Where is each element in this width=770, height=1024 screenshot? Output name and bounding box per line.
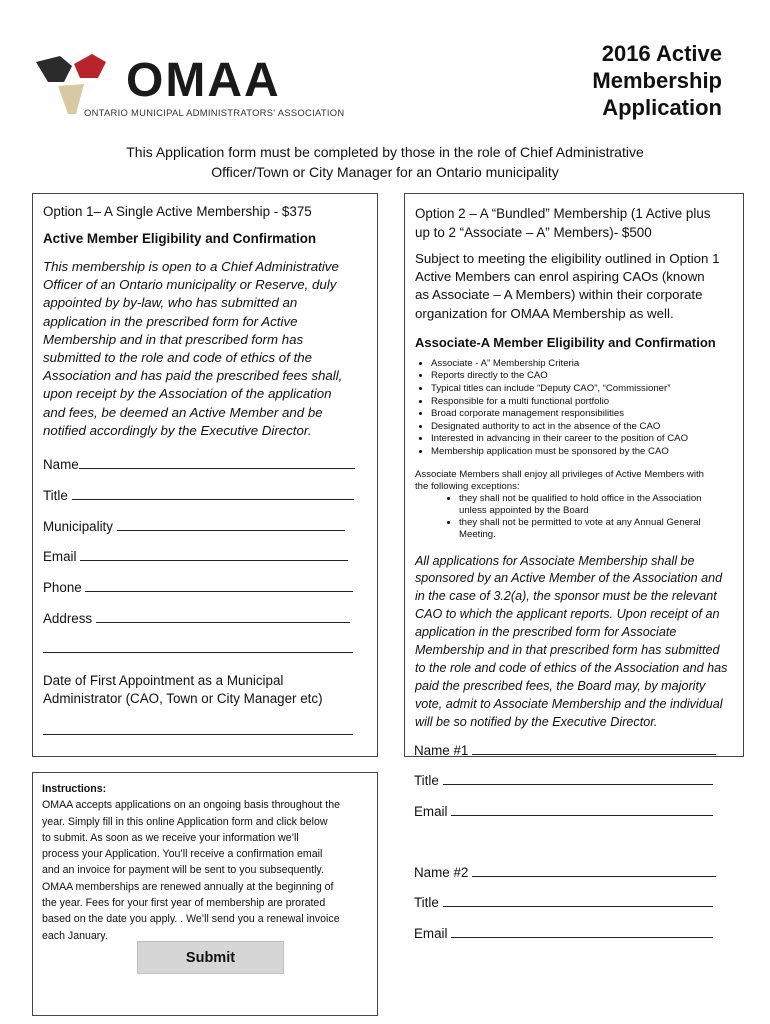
associate2-title-label: Title xyxy=(414,895,439,910)
text-line: and an invoice for payment will be sent to you subsequently. xyxy=(42,864,324,877)
text-line: notified accordingly by the Executive Director. xyxy=(43,422,312,438)
address-field[interactable] xyxy=(43,610,369,626)
list-item xyxy=(459,517,737,541)
name-field[interactable] xyxy=(43,456,369,472)
text-line: Membership and in that prescribed form has xyxy=(43,331,304,347)
instructions-text xyxy=(42,797,372,944)
text-line: CAO to which the applicant reports. Upon receipt of an xyxy=(415,607,720,622)
text-line: Option 2 – A “Bundled” Membership (1 Active plus xyxy=(415,206,711,221)
text-line: This membership is open to a Chief Administrative xyxy=(43,259,339,274)
text-line: • they shall not be qualified to hold office in the Association xyxy=(459,492,702,504)
appointment-label: Date of First Appointment as a Municipal xyxy=(43,673,284,688)
title-label: Title xyxy=(43,488,68,503)
associate2-name-input-line[interactable] xyxy=(472,864,716,877)
text-line: All applications for Associate Membership shall be xyxy=(415,553,695,568)
name-input-line[interactable] xyxy=(79,456,355,469)
option2-subject xyxy=(415,250,737,323)
option2-panel xyxy=(404,193,744,757)
address-line2-input-line[interactable] xyxy=(43,640,353,653)
title-line: 2016 Active xyxy=(601,41,722,66)
list-item: • Responsible for a multi functional portfolio xyxy=(431,396,737,409)
intro-text xyxy=(60,142,710,182)
submit-button[interactable]: Submit xyxy=(137,941,284,974)
instructions-panel xyxy=(32,772,378,1016)
text-line: unless appointed by the Board xyxy=(459,504,589,516)
active-eligibility-title: Active Member Eligibility and Confirmation xyxy=(43,231,317,246)
text-line: Officer of an Ontario municipality or Reserve, duly xyxy=(43,277,337,293)
text-line: OMAA memberships are renewed annually at the beginning of xyxy=(42,880,334,893)
text-line: OMAA accepts applications on an ongoing basis throughout the xyxy=(42,799,341,812)
text-line: and fees, be deemed an Active Member and be xyxy=(43,404,323,420)
logo-text: OMAA xyxy=(126,54,281,107)
associate2-email-input-line[interactable] xyxy=(451,925,713,938)
title-input-line[interactable] xyxy=(72,487,354,500)
intro-line: Officer/Town or City Manager for an Ontario municipality xyxy=(211,164,559,180)
text-line: paid the prescribed fees, the Board may, by majority xyxy=(415,678,706,693)
phone-input-line[interactable] xyxy=(85,579,353,592)
associate1-title-field[interactable] xyxy=(414,772,744,788)
address-line2-field[interactable] xyxy=(43,640,369,656)
municipality-field[interactable] xyxy=(43,518,369,534)
associate1-name-input-line[interactable] xyxy=(472,742,716,755)
address-label: Address xyxy=(43,611,93,626)
text-line: Active Members can enrol aspiring CAOs (known xyxy=(415,269,705,285)
list-item: • Reports directly to the CAO xyxy=(431,370,737,383)
title-field[interactable] xyxy=(43,487,369,503)
text-line: application in the prescribed form for Associate xyxy=(415,625,677,640)
list-item: • Membership application must be sponsored by the CAO xyxy=(431,446,737,459)
associate2-email-label: Email xyxy=(414,926,448,941)
municipality-label: Municipality xyxy=(43,519,113,534)
associate1-email-input-line[interactable] xyxy=(451,803,713,816)
privileges-text xyxy=(415,469,737,493)
text-line: submitted to the role and code of ethics of the xyxy=(43,350,313,366)
text-line: the following exceptions: xyxy=(415,480,520,492)
text-line: Membership and in that prescribed form has submitted xyxy=(415,643,720,658)
address-input-line[interactable] xyxy=(96,610,350,623)
text-line: in the case of 3.2(a), the sponsor must be the relevant xyxy=(415,589,717,604)
list-item: • Typical titles can include “Deputy CAO”, “Commissioner” xyxy=(431,383,737,396)
text-line: appointed by by-law, who has submitted an xyxy=(43,295,298,311)
text-line: vote, admit to Associate Membership and the individual xyxy=(415,696,723,711)
text-line: based on the date you apply. . We’ll send you a renewal invoice xyxy=(42,913,340,926)
associate2-email-field[interactable] xyxy=(414,925,744,941)
instructions-title: Instructions: xyxy=(42,783,107,795)
associate1-email-field[interactable] xyxy=(414,803,744,819)
appointment-date-field[interactable] xyxy=(43,722,369,738)
text-line: as Associate – A Members) within their corporate xyxy=(415,287,703,303)
associate1-name-label: Name #1 xyxy=(414,743,469,758)
text-line: process your Application. You’ll receive a confirmation email xyxy=(42,848,323,861)
text-line: application in the prescribed form for Active xyxy=(43,313,298,329)
text-line: to the role and code of ethics of the Association and has xyxy=(415,661,728,675)
appointment-field xyxy=(43,672,369,708)
associate1-name-field[interactable] xyxy=(414,742,744,758)
list-item: • Interested in advancing in their career to the position of CAO xyxy=(431,433,737,446)
list-item xyxy=(459,493,737,517)
associate-applications-text xyxy=(415,553,737,732)
associate2-title-field[interactable] xyxy=(414,894,744,910)
appointment-label: Administrator (CAO, Town or City Manager etc) xyxy=(43,691,323,706)
associate2-name-field[interactable] xyxy=(414,864,744,880)
text-line: Meeting. xyxy=(459,528,496,540)
criteria-list xyxy=(415,358,737,459)
text-line: • they shall not be permitted to vote at any Annual General xyxy=(459,516,701,528)
title-line: Application xyxy=(602,95,722,120)
text-line: Association and has paid the prescribed fees shall, xyxy=(43,368,343,384)
title-line: Membership xyxy=(592,68,722,93)
logo-subtitle: ONTARIO MUNICIPAL ADMINISTRATORS' ASSOCIATION xyxy=(84,107,345,118)
option1-heading: Option 1– A Single Active Membership - $375 xyxy=(43,204,312,219)
phone-label: Phone xyxy=(43,580,82,595)
associate1-title-label: Title xyxy=(414,773,439,788)
text-line: sponsored by an Active Member of the Association and xyxy=(415,571,723,586)
associate1-title-input-line[interactable] xyxy=(443,772,713,785)
associate1-email-label: Email xyxy=(414,804,448,819)
text-line: Associate Members shall enjoy all privileges of Active Members with xyxy=(415,468,704,480)
phone-field[interactable] xyxy=(43,579,369,595)
list-item: • Associate - A” Membership Criteria xyxy=(431,358,737,371)
associate2-title-input-line[interactable] xyxy=(443,894,713,907)
text-line: the year. Fees for your first year of membership are prorated xyxy=(42,897,326,910)
text-line: upon receipt by the Association of the application xyxy=(43,386,332,402)
text-line: up to 2 “Associate – A” Members)- $500 xyxy=(415,225,652,240)
appointment-input-line[interactable] xyxy=(43,722,353,735)
text-line: organization for OMAA Membership as well. xyxy=(415,305,674,321)
associate-eligibility-title: Associate-A Member Eligibility and Confirmation xyxy=(415,334,716,350)
email-label: Email xyxy=(43,549,77,564)
municipality-input-line[interactable] xyxy=(117,518,345,531)
text-line: to submit. As soon as we receive your information we’ll xyxy=(42,831,299,844)
text-line: will be so notified by the Executive Director. xyxy=(415,714,658,729)
active-eligibility-text xyxy=(43,258,369,440)
intro-line: This Application form must be completed by those in the role of Chief Administrative xyxy=(126,144,644,160)
name-label: Name xyxy=(43,457,79,472)
list-item: • Designated authority to act in the absence of the CAO xyxy=(431,421,737,434)
email-input-line[interactable] xyxy=(80,548,348,561)
option1-panel xyxy=(32,193,378,757)
associate2-name-label: Name #2 xyxy=(414,865,469,880)
text-line: Subject to meeting the eligibility outlined in Option 1 xyxy=(415,251,720,266)
email-field[interactable] xyxy=(43,548,369,564)
text-line: each January. xyxy=(42,929,108,942)
exceptions-list xyxy=(415,493,737,541)
list-item: • Broad corporate management responsibilities xyxy=(431,408,737,421)
option2-heading xyxy=(415,204,737,242)
text-line: year. Simply fill in this online Application form and click below xyxy=(42,815,328,828)
page-title xyxy=(502,40,722,121)
